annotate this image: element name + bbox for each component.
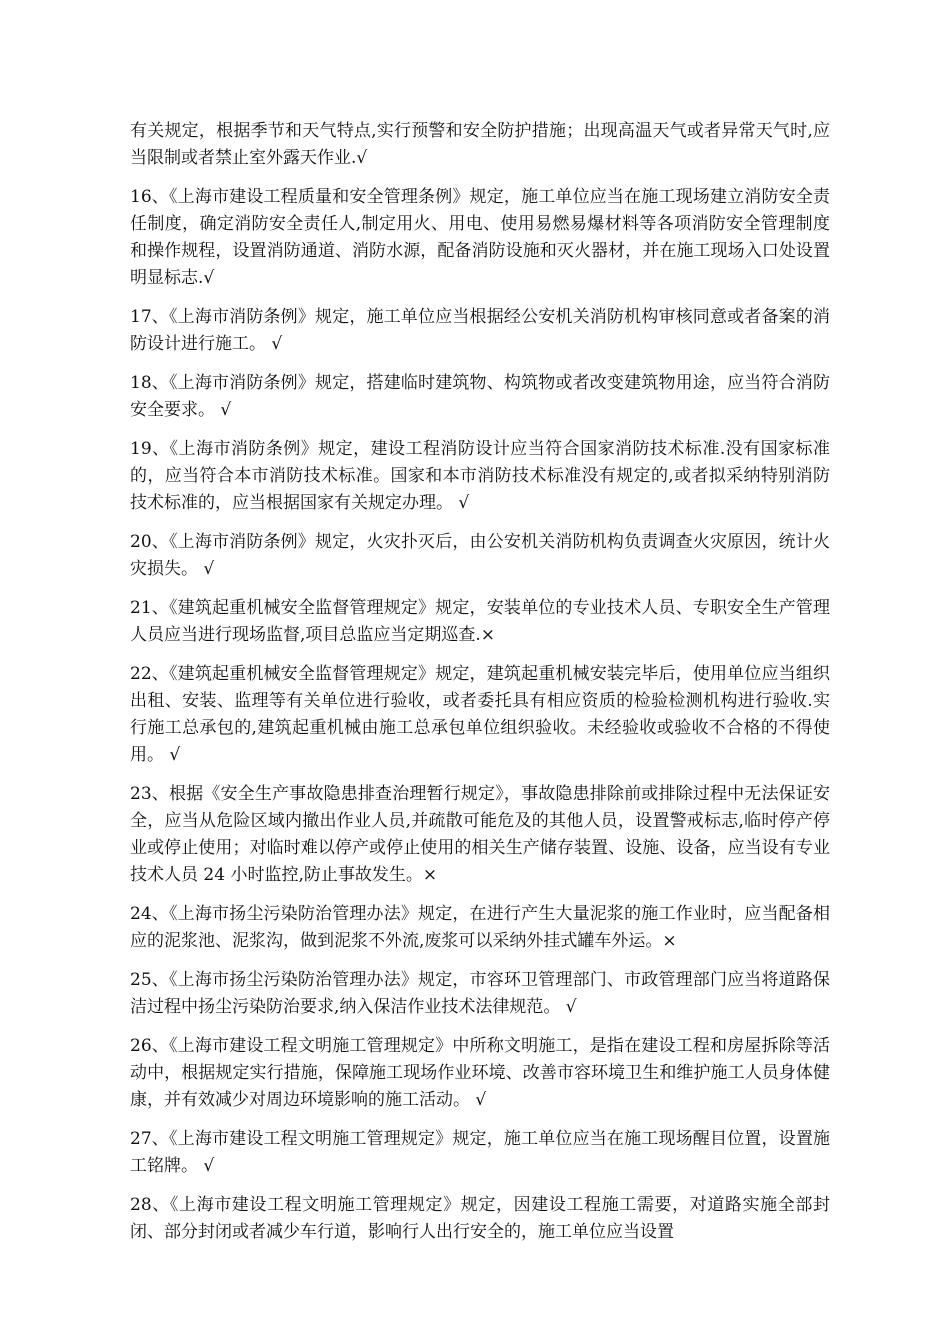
question-22: 22、《建筑起重机械安全监督管理规定》规定，建筑起重机械安装完毕后，使用单位应当组织出租、安装、监理等有关单位进行验收，或者委托具有相应资质的检验检测机构进行验收.实行施工总承包的,建筑起重机械由施工总承包单位组织验收。未经验收或验收不合格的不得使用。 √	[130, 664, 830, 765]
question-21: 21、《建筑起重机械安全监督管理规定》规定，安装单位的专业技术人员、专职安全生产管理人员应当进行现场监督,项目总监应当定期巡查.×	[130, 598, 830, 645]
question-18: 18、《上海市消防条例》规定，搭建临时建筑物、构筑物或者改变建筑物用途，应当符合消防安全要求。 √	[130, 373, 830, 420]
question-27: 27、《上海市建设工程文明施工管理规定》规定，施工单位应当在施工现场醒目位置，设置施工铭牌。 √	[130, 1129, 830, 1176]
question-26: 26、《上海市建设工程文明施工管理规定》中所称文明施工，是指在建设工程和房屋拆除等活动中，根据规定实行措施，保障施工现场作业环境、改善市容环境卫生和维护施工人员身体健康，并有效减少对周边环境影响的施工活动。 √	[130, 1036, 830, 1110]
paragraph-continuation: 有关规定，根据季节和天气特点,实行预警和安全防护措施；出现高温天气或者异常天气时,应当限制或者禁止室外露天作业.√	[130, 121, 830, 168]
document-body	[130, 118, 830, 1258]
question-25: 25、《上海市扬尘污染防治管理办法》规定，市容环卫管理部门、市政管理部门应当将道路保洁过程中扬尘污染防治要求,纳入保洁作业技术法律规范。 √	[130, 970, 830, 1017]
question-24: 24、《上海市扬尘污染防治管理办法》规定，在进行产生大量泥浆的施工作业时，应当配备相应的泥浆池、泥浆沟，做到泥浆不外流,废浆可以采纳外挂式罐车外运。×	[130, 904, 830, 951]
question-16: 16、《上海市建设工程质量和安全管理条例》规定，施工单位应当在施工现场建立消防安全责任制度，确定消防安全责任人,制定用火、用电、使用易燃易爆材料等各项消防安全管理制度和操作规程，设置消防通道、消防水源，配备消防设施和灭火器材，并在施工现场入口处设置明显标志.√	[130, 187, 830, 288]
question-28: 28、《上海市建设工程文明施工管理规定》规定，因建设工程施工需要，对道路实施全部封闭、部分封闭或者减少车行道，影响行人出行安全的，施工单位应当设置	[130, 1195, 830, 1242]
question-19: 19、《上海市消防条例》规定，建设工程消防设计应当符合国家消防技术标准.没有国家标准的，应当符合本市消防技术标准。国家和本市消防技术标准没有规定的,或者拟采纳特别消防技术标准的，应当根据国家有关规定办理。 √	[130, 439, 830, 513]
question-17: 17、《上海市消防条例》规定，施工单位应当根据经公安机关消防机构审核同意或者备案的消防设计进行施工。 √	[130, 307, 830, 354]
question-20: 20、《上海市消防条例》规定，火灾扑灭后，由公安机关消防机构负责调查火灾原因，统计火灾损失。 √	[130, 532, 830, 579]
question-23: 23、根据《安全生产事故隐患排查治理暂行规定》，事故隐患排除前或排除过程中无法保证安全，应当从危险区域内撤出作业人员,并疏散可能危及的其他人员，设置警戒标志,临时停产停业或停止使用；对临时难以停产或停止使用的相关生产储存装置、设施、设备，应当设有专业技术人员 24 小时监控,防止事故发生。×	[130, 784, 830, 885]
